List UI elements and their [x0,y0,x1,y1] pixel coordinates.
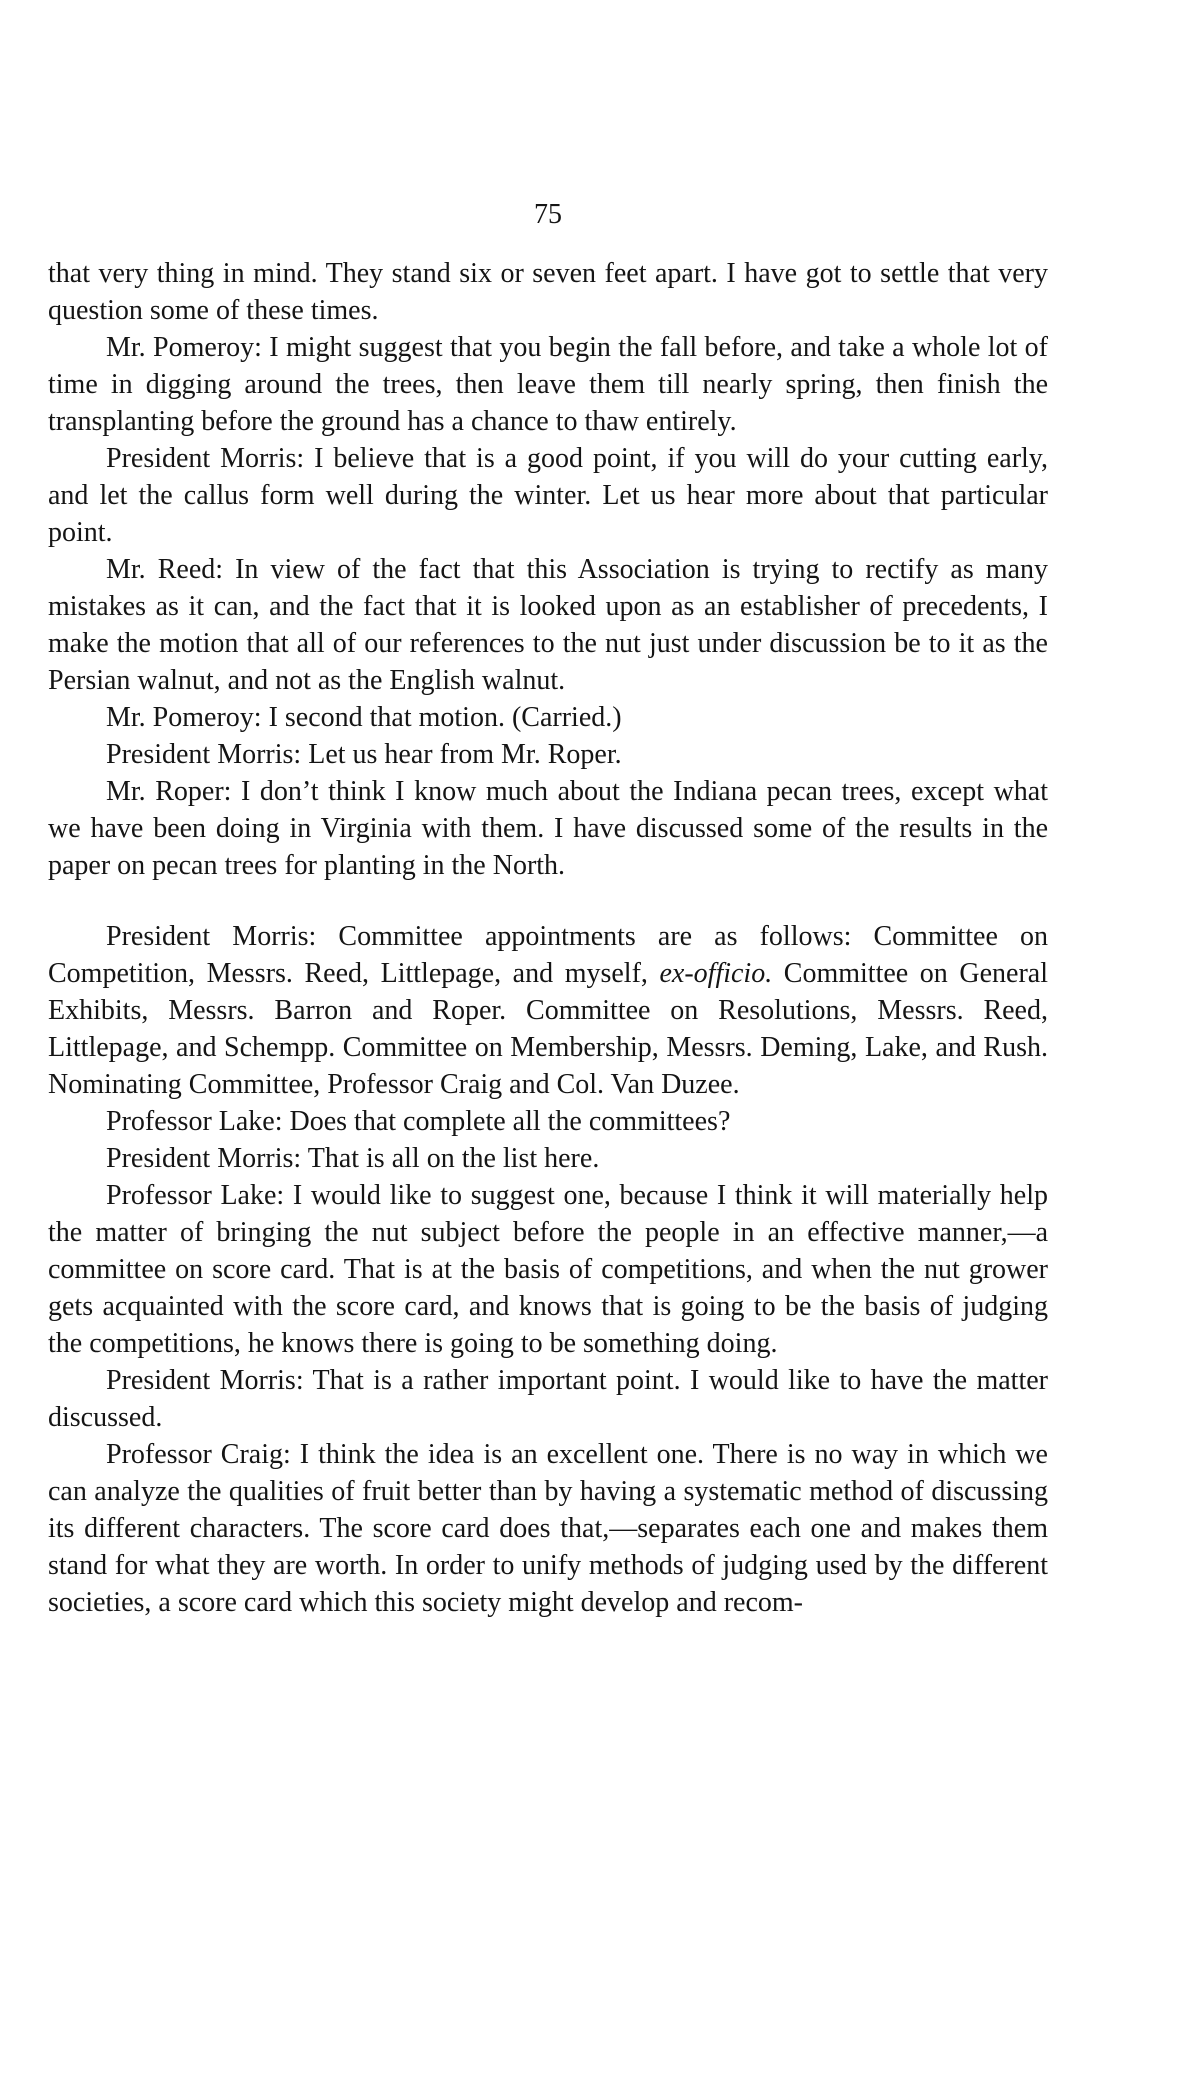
paragraph-text: In view of the fact that this Association is trying to rectify as many mistakes as it can, and the fact that it is looked upon as an establisher of precedents, I make the motion that all of our references to the nut just under discussion be to it as the Persian walnut, and not as the English walnut. [48,554,1049,696]
speaker-name: Mr. Roper: [106,776,232,807]
paragraph-text: I don’t think I know much about the Indiana pecan trees, except what we have been doing in Virginia with them. I have discussed some of the results in the paper on pecan trees for planting in the North. [48,776,1048,881]
paragraph-text: I believe that is a good point, if you will do your cutting early, and let the callus form well during the winter. Let us hear more about that particular point. [48,443,1048,548]
paragraph-morris-roper [48,736,1048,773]
paragraph-morris-list [48,1140,1048,1177]
paragraph-text: Let us hear from Mr. Roper. [308,739,622,770]
paragraph-continuation [48,255,1048,329]
italic-term: ex-officio. [659,958,773,989]
speaker-name: President Morris: [106,443,305,474]
paragraph-lake-score-card [48,1177,1048,1362]
speaker-name: President Morris: [106,1143,302,1174]
page-number: 75 [534,199,562,230]
speaker-name: President Morris: [106,1365,304,1396]
paragraph-text: I would like to suggest one, because I think it will materially help the matter of bringing the nut subject before the people in an effective manner,—a committee on score card. That is at the basis of competitions, and when the nut grower gets acquainted with the score card, and knows that is going to be the basis of judging the competitions, he knows there is going to be something doing. [48,1180,1049,1359]
paragraph-text: that very thing in mind. They stand six or seven feet apart. I have got to settle that very question some of these times. [48,258,1048,326]
paragraph-reed-motion [48,551,1048,699]
speaker-name: Professor Lake: [106,1106,283,1137]
speaker-name: President Morris: [106,739,302,770]
speaker-name: Mr. Reed: [106,554,224,585]
paragraph-text: Committee on General Exhibits, Messrs. Barron and Roper. Committee on Resolutions, Messrs. Reed, Littlepage, and Schempp. Committee on Membership, Messrs. Deming, Lake, and Rush. Nominating Committee, Professor Craig and Col. Van Duzee. [48,958,1048,1100]
paragraph-text: I second that motion. (Carried.) [268,702,622,733]
paragraph-pomeroy-transplanting [48,329,1048,440]
speaker-name: Professor Lake: [106,1180,285,1211]
paragraph-text: Committee appointments are as follows: Committee on Competition, Messrs. Reed, Littlepage, and myself, [48,921,1049,989]
paragraph-craig-excellent [48,1436,1048,1621]
paragraph-text: I might suggest that you begin the fall before, and take a whole lot of time in digging around the trees, then leave them till nearly spring, then finish the transplanting before the ground has a chance to thaw entirely. [48,332,1048,437]
paragraph-text: I think the idea is an excellent one. There is no way in which we can analyze the qualities of fruit better than by having a systematic method of discussing its different characters. The score card does that,—separates each one and makes them stand for what they are worth. In order to unify methods of judging used by the different societies, a score card which this society might develop and recom- [48,1439,1048,1618]
paragraph-text: That is a rather important point. I would like to have the matter discussed. [48,1365,1048,1433]
paragraph-text: Does that complete all the committees? [289,1106,731,1137]
paragraph-morris-important [48,1362,1048,1436]
paragraph-morris-committees [48,918,1048,1103]
speaker-name: Mr. Pomeroy: [106,702,262,733]
paragraph-pomeroy-second [48,699,1048,736]
body-text [48,255,1048,1621]
paragraph-lake-question [48,1103,1048,1140]
speaker-name: Professor Craig: [106,1439,291,1470]
speaker-name: Mr. Pomeroy: [106,332,262,363]
paragraph-roper-pecan [48,773,1048,884]
speaker-name: President Morris: [106,921,317,952]
paragraph-text: That is all on the list here. [307,1143,600,1174]
paragraph-morris-callus [48,440,1048,551]
